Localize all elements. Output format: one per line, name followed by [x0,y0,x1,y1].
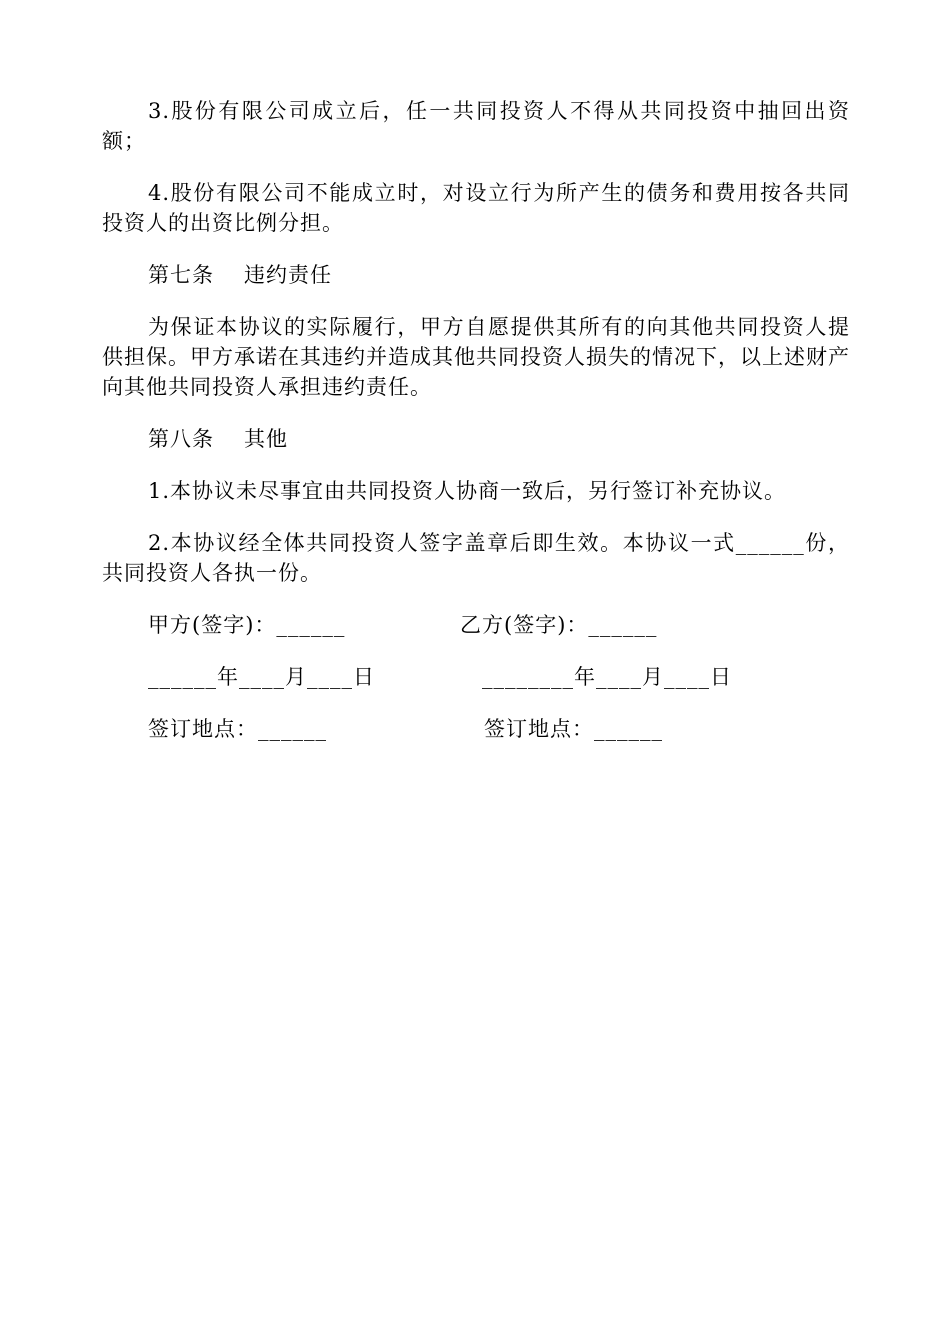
article-7-title: 违约责任 [244,263,332,287]
article-8-title: 其他 [244,427,288,451]
party-b-signature: 乙方(签字)：______ [460,613,658,637]
party-b-place: 签订地点：______ [484,717,663,741]
article-8-item-1: 1.本协议未尽事宜由共同投资人协商一致后，另行签订补充协议。 [148,479,787,503]
signature-row [102,610,850,640]
article-8-number: 第八条 [148,427,214,451]
party-a-place: 签订地点：______ [148,717,327,741]
article-8-heading [102,424,850,454]
party-b-date: ________年____月____日 [482,665,732,689]
date-row [102,662,850,692]
document-page [102,96,850,766]
article-7-number: 第七条 [148,263,214,287]
party-a-date: ______年____月____日 [148,665,375,689]
clause-4: 4.股份有限公司不能成立时，对设立行为所产生的债务和费用按各共同投资人的出资比例分担。 [102,181,850,235]
party-a-signature: 甲方(签字)：______ [148,613,346,637]
article-7-body: 为保证本协议的实际履行，甲方自愿提供其所有的向其他共同投资人提供担保。甲方承诺在其违约并造成其他共同投资人损失的情况下，以上述财产向其他共同投资人承担违约责任。 [102,315,850,399]
article-7-heading [102,260,850,290]
article-8-item-2: 2.本协议经全体共同投资人签字盖章后即生效。本协议一式______份，共同投资人各执一份。 [102,531,850,585]
place-row [102,714,850,744]
clause-3: 3.股份有限公司成立后，任一共同投资人不得从共同投资中抽回出资额； [102,99,850,153]
